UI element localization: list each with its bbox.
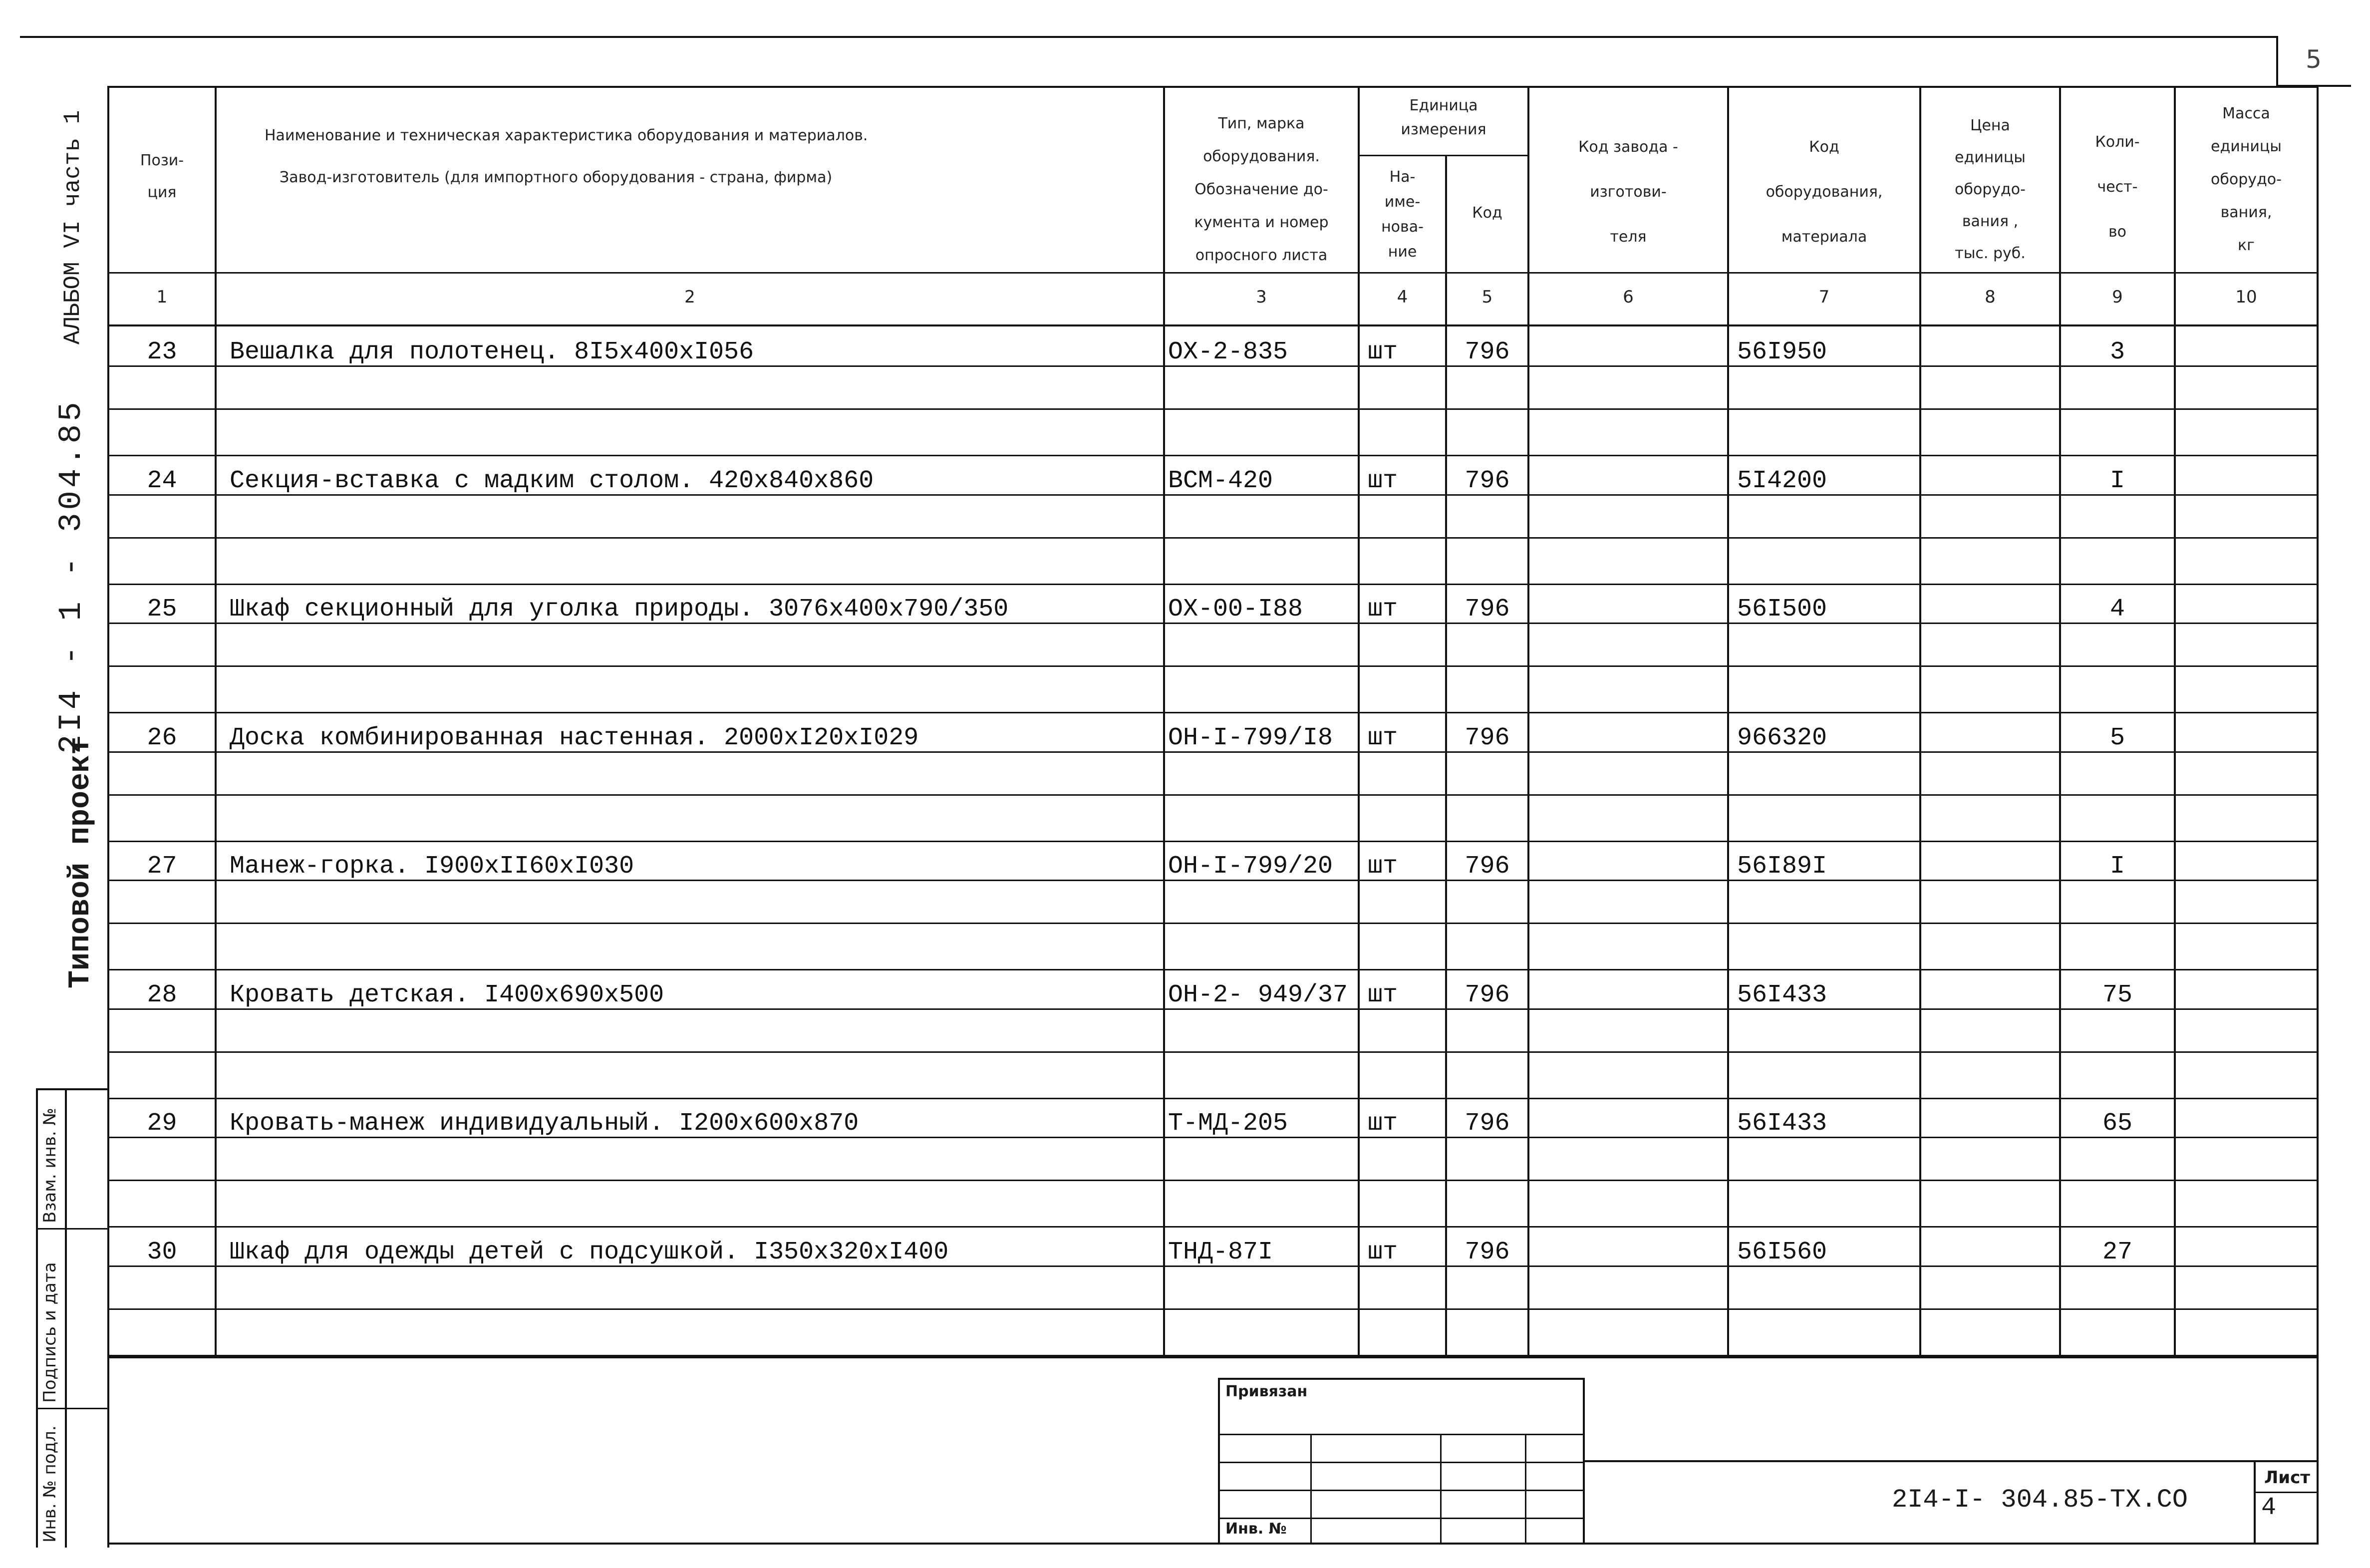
- header-col4-line: ние: [1388, 243, 1417, 261]
- header-col1: [109, 145, 215, 209]
- sheet-label: Лист: [2264, 1468, 2310, 1488]
- header-col9-line: Коли-: [2095, 133, 2140, 151]
- header-col3: [1165, 107, 1358, 272]
- cell-type: ОХ-00-I88: [1168, 595, 1303, 624]
- cell-qty: I: [2109, 852, 2125, 881]
- cell-name: Секция-вставка с мадким столом. 420x840x860: [230, 466, 874, 495]
- row-line: [107, 1098, 2319, 1099]
- col-sep-8: [2059, 86, 2061, 1356]
- table-right: [2317, 86, 2319, 1356]
- cell-unit: шт: [1368, 723, 1398, 752]
- header-col5-line: Код: [1472, 204, 1502, 222]
- cell-type: ОХ-2-835: [1168, 338, 1288, 366]
- cell-unit: шт: [1368, 466, 1398, 495]
- cell-qty: I: [2109, 466, 2125, 495]
- header-col3-line: Тип, марка: [1218, 115, 1305, 132]
- side-box-sep1: [36, 1228, 107, 1230]
- col-sep-1: [215, 86, 217, 1356]
- cell-name: Доска комбинированная настенная. 2000xI20xI029: [230, 723, 919, 752]
- header-col4-line: име-: [1384, 193, 1421, 211]
- col-sep-2: [1163, 86, 1165, 1356]
- header-col7: [1729, 125, 1919, 260]
- cell-equip-code: 56I433: [1737, 1109, 1827, 1138]
- stamp-top: [1218, 1378, 1585, 1380]
- header-col1-line: ция: [147, 184, 177, 201]
- header-col45: [1360, 94, 1527, 142]
- cell-pos: 27: [147, 852, 177, 881]
- col-number: 10: [2235, 287, 2257, 307]
- side-podpis: Подпись и дата: [40, 1262, 60, 1403]
- header-col6-line: теля: [1610, 228, 1647, 246]
- stamp-col2: [1440, 1434, 1442, 1543]
- header-col7-line: материала: [1781, 228, 1867, 246]
- cell-pos: 24: [147, 466, 177, 495]
- row-line: [107, 665, 2319, 667]
- cell-type: ОН-I-799/20: [1168, 852, 1333, 881]
- table-bottom: [107, 1356, 2319, 1358]
- stamp-col3: [1525, 1434, 1526, 1543]
- cell-equip-code: 56I89I: [1737, 852, 1827, 881]
- unit-header-divider: [1358, 155, 1527, 156]
- archive-note: АЛЬБОМ VI часть 1: [60, 110, 86, 344]
- header-col3-line: опросного листа: [1195, 247, 1328, 264]
- cell-equip-code: 56I950: [1737, 338, 1827, 366]
- cell-unit: шт: [1368, 1109, 1398, 1138]
- row-line: [107, 537, 2319, 539]
- col-sep-6: [1727, 86, 1729, 1356]
- cell-code: 796: [1465, 1238, 1510, 1266]
- col-sep-9: [2174, 86, 2176, 1356]
- table-left: [107, 86, 109, 1356]
- cell-code: 796: [1465, 723, 1510, 752]
- header-col3-line: Обозначение до-: [1194, 181, 1328, 198]
- side-box-mid: [65, 1088, 67, 1548]
- cell-code: 796: [1465, 595, 1510, 624]
- header-col2-line: Наименование и техническая характеристика оборудования и материалов.: [265, 127, 868, 144]
- stamp-row3: [1218, 1490, 1585, 1491]
- side-project-type: Типовой проект: [64, 736, 98, 988]
- row-line: [107, 1355, 2319, 1356]
- side-box-left: [36, 1088, 38, 1548]
- frame-bottom: [107, 1543, 2319, 1545]
- cell-pos: 30: [147, 1238, 177, 1266]
- header-col7-line: оборудования,: [1766, 183, 1883, 201]
- cell-type: ВСМ-420: [1168, 466, 1273, 495]
- header-col6-line: Код завода -: [1578, 138, 1678, 156]
- header-col2-line: Завод-изготовитель (для импортного оборудования - страна, фирма): [280, 169, 833, 186]
- header-col9: [2061, 120, 2174, 255]
- title-block-top: [1585, 1460, 2319, 1462]
- header-col3-line: оборудования.: [1203, 148, 1320, 165]
- side-vzam: Взам. инв. №: [40, 1108, 60, 1223]
- header-col8-line: Цена: [1970, 117, 2010, 134]
- cell-equip-code: 56I500: [1737, 595, 1827, 624]
- cell-name: Шкаф для одежды детей с подсушкой. I350x320xI400: [230, 1238, 949, 1266]
- header-col4: [1360, 165, 1445, 265]
- header-col10-line: Масса: [2222, 105, 2270, 122]
- col-number: 3: [1256, 287, 1267, 307]
- header-col10-line: вания,: [2220, 204, 2272, 221]
- cell-code: 796: [1465, 466, 1510, 495]
- cell-type: Т-МД-205: [1168, 1109, 1288, 1138]
- cell-qty: 65: [2102, 1109, 2132, 1138]
- row-line: [107, 1226, 2319, 1228]
- cell-pos: 29: [147, 1109, 177, 1138]
- numbers-row-bottom: [107, 324, 2319, 326]
- sheet-box-left: [2254, 1460, 2256, 1543]
- cell-name: Манеж-горка. I900xII60xI030: [230, 852, 634, 881]
- cell-unit: шт: [1368, 595, 1398, 624]
- row-line: [107, 455, 2319, 456]
- cell-qty: 4: [2109, 595, 2125, 624]
- header-col45-line: Единица: [1409, 97, 1478, 114]
- col-number: 6: [1623, 287, 1634, 307]
- stamp-col1: [1310, 1434, 1312, 1543]
- header-col4-line: нова-: [1381, 218, 1424, 236]
- cell-equip-code: 56I433: [1737, 980, 1827, 1009]
- sheet-box-mid: [2254, 1492, 2319, 1493]
- side-box-right: [107, 1356, 109, 1548]
- stamp-row1: [1218, 1434, 1585, 1435]
- cell-qty: 75: [2102, 980, 2132, 1009]
- row-line: [107, 1308, 2319, 1310]
- cell-equip-code: 56I560: [1737, 1238, 1827, 1266]
- row-line: [107, 584, 2319, 585]
- cell-pos: 23: [147, 338, 177, 366]
- row-line: [107, 841, 2319, 842]
- header-col8-line: вания ,: [1962, 213, 2019, 230]
- cell-unit: шт: [1368, 1238, 1398, 1266]
- document-code: 2I4-I- 304.85-ТХ.СО: [1892, 1485, 2188, 1515]
- header-col8-line: единицы: [1955, 149, 2026, 166]
- header-col7-line: Код: [1809, 138, 1839, 156]
- cell-pos: 25: [147, 595, 177, 624]
- cell-code: 796: [1465, 852, 1510, 881]
- header-col1-line: Пози-: [140, 152, 184, 169]
- col-number: 1: [156, 287, 168, 307]
- side-box-sep2: [36, 1408, 107, 1409]
- col-number: 4: [1397, 287, 1408, 307]
- header-col8-line: оборудо-: [1955, 181, 2026, 198]
- header-col9-line: чест-: [2097, 178, 2138, 196]
- cell-code: 796: [1465, 338, 1510, 366]
- row-line: [107, 1051, 2319, 1053]
- header-col2: [220, 120, 1158, 194]
- frame-right-lower: [2317, 1356, 2319, 1545]
- cell-pos: 26: [147, 723, 177, 752]
- cell-name: Кровать-манеж индивидуальный. I200x600x870: [230, 1109, 859, 1138]
- row-line: [107, 712, 2319, 713]
- cell-qty: 3: [2109, 338, 2125, 366]
- row-line: [107, 969, 2319, 970]
- col-sep-7: [1919, 86, 1921, 1356]
- header-col8-line: тыс. руб.: [1955, 245, 2026, 262]
- row-line: [107, 923, 2319, 924]
- cell-unit: шт: [1368, 980, 1398, 1009]
- table-top: [107, 86, 2319, 88]
- col-number: 2: [684, 287, 695, 307]
- cell-equip-code: 966320: [1737, 723, 1827, 752]
- header-col5: [1447, 197, 1527, 229]
- side-inv-podl: Инв. № подл.: [40, 1425, 60, 1543]
- col-sep-5: [1527, 86, 1529, 1356]
- col-number: 5: [1481, 287, 1493, 307]
- header-col45-line: измерения: [1401, 121, 1486, 138]
- cell-type: ОН-2- 949/37: [1168, 980, 1348, 1009]
- col-sep-4: [1445, 155, 1447, 1356]
- header-col9-line: во: [2108, 223, 2127, 241]
- header-col10-line: единицы: [2211, 138, 2282, 155]
- cell-type: ОН-I-799/I8: [1168, 723, 1333, 752]
- cell-code: 796: [1465, 980, 1510, 1009]
- header-col3-line: кумента и номер: [1194, 214, 1329, 231]
- col-number: 7: [1818, 287, 1830, 307]
- stamp-row2: [1218, 1462, 1585, 1463]
- cell-name: Вешалка для полотенец. 8I5x400xI056: [230, 338, 754, 366]
- cell-name: Шкаф секционный для уголка природы. 3076x400x790/350: [230, 595, 1009, 624]
- row-line: [107, 794, 2319, 796]
- row-line: [107, 1180, 2319, 1181]
- header-col8: [1921, 110, 2059, 270]
- header-col6-line: изготови-: [1590, 183, 1667, 201]
- stamp-row4: [1218, 1518, 1585, 1519]
- cell-unit: шт: [1368, 852, 1398, 881]
- header-col10: [2176, 97, 2317, 262]
- page-number: 5: [2306, 45, 2322, 74]
- cell-equip-code: 5I4200: [1737, 466, 1827, 495]
- cell-qty: 27: [2102, 1238, 2132, 1266]
- header-col4-line: На-: [1389, 168, 1416, 186]
- cell-type: ТНД-87I: [1168, 1238, 1273, 1266]
- cell-code: 796: [1465, 1109, 1510, 1138]
- cell-pos: 28: [147, 980, 177, 1009]
- header-col10-line: оборудо-: [2211, 171, 2282, 188]
- row-line: [107, 408, 2319, 410]
- stamp-inv-no: Инв. №: [1225, 1520, 1287, 1538]
- sheet-number: 4: [2261, 1494, 2277, 1522]
- col-sep-3: [1358, 86, 1360, 1356]
- col-number: 9: [2112, 287, 2123, 307]
- header-col10-line: кг: [2238, 237, 2255, 254]
- cell-unit: шт: [1368, 338, 1398, 366]
- stamp-privyazan: Привязан: [1225, 1383, 1308, 1400]
- top-rule: [20, 36, 2276, 38]
- side-project-number: 2I4 - 1 - 304.85: [54, 399, 90, 754]
- col-number: 8: [1985, 287, 1996, 307]
- header-bottom: [107, 272, 2319, 274]
- header-col6: [1529, 125, 1727, 260]
- cell-qty: 5: [2109, 723, 2125, 752]
- side-box-top: [36, 1088, 107, 1090]
- cell-name: Кровать детская. I400x690x500: [230, 980, 664, 1009]
